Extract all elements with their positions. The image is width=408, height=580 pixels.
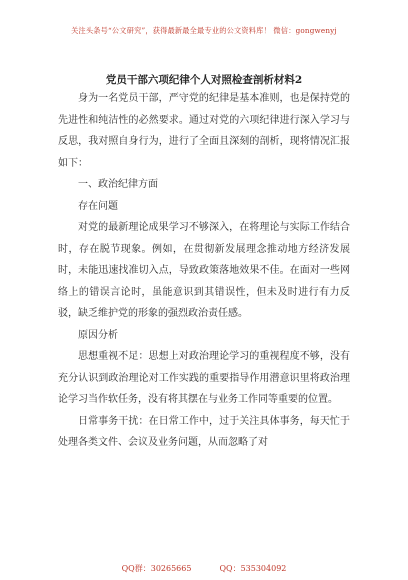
page-header-banner: 关注头条号“公文研究”，获得最新最全最专业的公文资料库！ 微信：gongwenyj [71, 26, 337, 35]
document-body [58, 88, 350, 454]
footer-qq-number: QQ：535304092 [219, 564, 287, 573]
problems-paragraph: 对党的最新理论成果学习不够深入，在将理论与实际工作结合时，存在脱节现象。例如，在贯彻新发展理念推动地方经济发展时，未能迅速找准切入点，导致政策落地效果不佳。在面对一些网络上的错误言论时，虽能意识到其错误性，但未及时进行有力反驳，缺乏维护党的形象的强烈政治责任感。 [58, 222, 350, 319]
footer-qq-group: QQ群：30265665 [121, 564, 192, 573]
cause-paragraph-daily-affairs: 日常事务干扰：在日常工作中，过于关注具体事务，每天忙于处理各类文件、会议及业务问题，从而忽略了对 [58, 415, 350, 448]
subheading-existing-problems: 存在问题 [78, 200, 118, 212]
page-footer-contacts [0, 563, 408, 574]
cause-paragraph-ideology: 思想重视不足：思想上对政治理论学习的重视程度不够，没有充分认识到政治理论对工作实践的重要指导作用潜意识里将政治理论学习当作软任务，没有将其摆在与业务工作同等重要的位置。 [58, 351, 350, 405]
section-heading-political-discipline: 一、政治纪律方面 [78, 179, 158, 190]
subheading-cause-analysis: 原因分析 [78, 329, 118, 341]
document-title: 党员干部六项纪律个人对照检查剖析材料2 [105, 74, 303, 86]
intro-paragraph: 身为一名党员干部，严守党的纪律是基本准则，也是保持党的先进性和纯洁性的必然要求。通过对党的六项纪律进行深入学习与反思，我对照自身行为，进行了全面且深刻的剖析，现将情况汇报如下： [58, 93, 350, 169]
